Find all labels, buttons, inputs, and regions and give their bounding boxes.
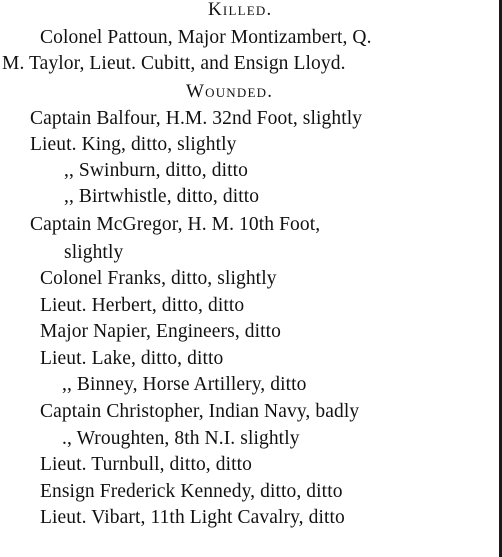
wounded-line: Captain Balfour, H.M. 32nd Foot, slightly: [30, 108, 363, 129]
wounded-line: ,, Swinburn, ditto, ditto: [64, 160, 248, 181]
wounded-line: Lieut. King, ditto, slightly: [30, 134, 237, 155]
wounded-line: ,, Binney, Horse Artillery, ditto: [62, 374, 307, 395]
killed-line: M. Taylor, Lieut. Cubitt, and Ensign Lloyd.: [2, 53, 346, 74]
heading-wounded: Wounded.: [186, 81, 274, 102]
wounded-line: Major Napier, Engineers, ditto: [40, 321, 282, 342]
wounded-line: Lieut. Herbert, ditto, ditto: [40, 295, 245, 316]
heading-killed: Killed.: [208, 0, 273, 20]
wounded-line: Ensign Frederick Kennedy, ditto, ditto: [40, 481, 343, 502]
wounded-line: Lieut. Vibart, 11th Light Cavalry, ditto: [40, 507, 345, 528]
wounded-line: Lieut. Lake, ditto, ditto: [40, 348, 224, 369]
wounded-line: slightly: [64, 242, 124, 263]
wounded-line: Captain McGregor, H. M. 10th Foot,: [30, 214, 321, 235]
killed-line: Colonel Pattoun, Major Montizambert, Q.: [40, 27, 372, 48]
wounded-line: ,, Birtwhistle, ditto, ditto: [64, 186, 260, 207]
wounded-line: ., Wroughten, 8th N.I. slightly: [62, 428, 300, 449]
wounded-line: Colonel Franks, ditto, slightly: [40, 268, 277, 289]
wounded-line: Lieut. Turnbull, ditto, ditto: [40, 454, 253, 475]
wounded-line: Captain Christopher, Indian Navy, badly: [40, 401, 360, 422]
